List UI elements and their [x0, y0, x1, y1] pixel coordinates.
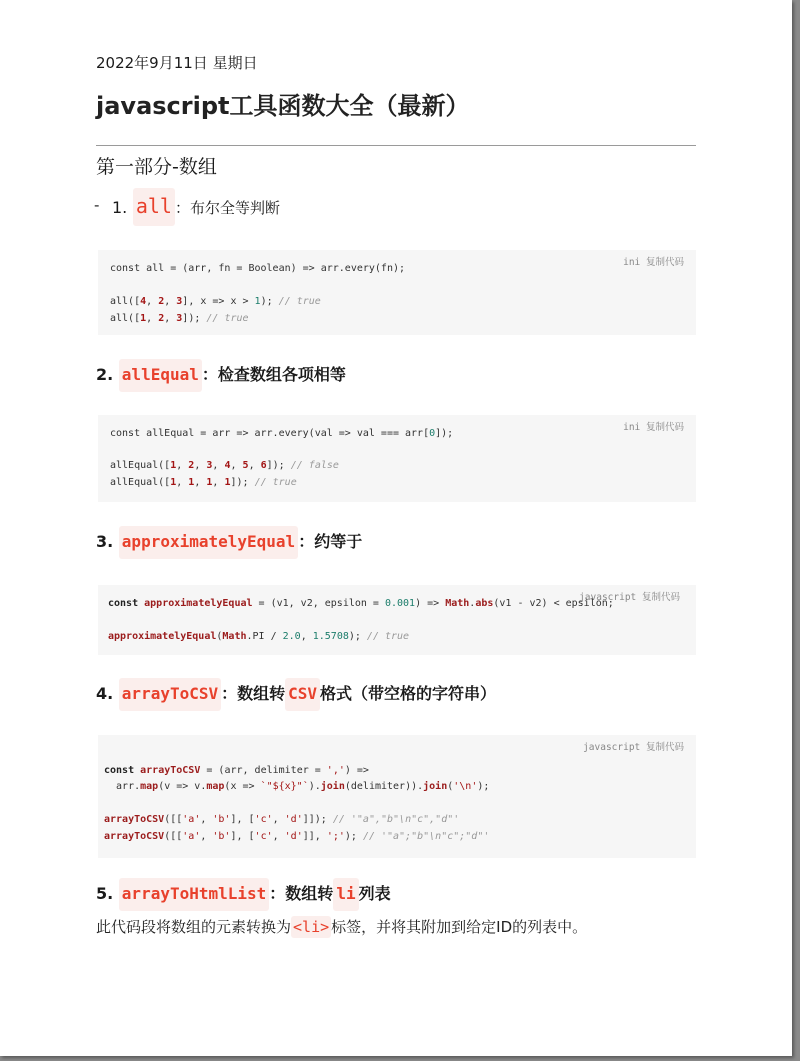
item-description: ：数组转: [269, 884, 334, 903]
article-title: javascript工具函数大全（最新）: [96, 92, 470, 120]
item-description: 格式（带空格的字符串）: [320, 684, 497, 703]
section-heading: 第一部分-数组: [96, 156, 217, 178]
paragraph-text: 此代码段将数组的元素转换为: [96, 918, 292, 936]
copy-code-button[interactable]: ini 复制代码: [623, 422, 684, 433]
item-number: 3.: [96, 532, 114, 551]
item-description: ：布尔全等判断: [174, 199, 280, 217]
inline-code: li: [333, 878, 358, 911]
item-description: ：约等于: [298, 532, 363, 551]
inline-code: approximatelyEqual: [119, 526, 298, 559]
item-number: 5.: [96, 884, 114, 903]
list-bullet: -: [94, 196, 100, 214]
item-heading-all: [112, 194, 280, 218]
code-line: approximatelyEqual(Math.PI / 2.0, 1.5708); // true: [108, 631, 410, 642]
title-divider: [96, 145, 696, 146]
inline-code: CSV: [285, 678, 320, 711]
article-date: 2022年9月11日 星期日: [96, 54, 258, 72]
code-block-all: [98, 250, 696, 335]
item-number: 4.: [96, 684, 114, 703]
code-line: arrayToCSV([['a', 'b'], ['c', 'd']]); // '"a","b"\n"c","d"': [104, 814, 460, 825]
item-heading-allEqual: [96, 362, 346, 385]
inline-code: <li>: [293, 918, 330, 936]
code-line: arrayToCSV([['a', 'b'], ['c', 'd']], ';'); // '"a";"b"\n"c";"d"': [104, 831, 490, 842]
copy-code-button[interactable]: javascript 复制代码: [583, 742, 684, 753]
copy-code-button[interactable]: javascript 复制代码: [579, 592, 680, 603]
item-heading-arrayToCSV: [96, 681, 496, 704]
item-number: 1.: [112, 198, 128, 217]
item-description: ：数组转: [221, 684, 286, 703]
item-description: 列表: [358, 884, 391, 903]
inline-code: arrayToCSV: [119, 678, 221, 711]
code-line: const allEqual = arr => arr.every(val => val === arr[0]);: [110, 428, 454, 439]
code-line: const arrayToCSV = (arr, delimiter = ',') =>: [104, 765, 369, 776]
code-block-approximatelyEqual: [98, 585, 696, 655]
item-description: ：检查数组各项相等: [201, 365, 346, 384]
paragraph-text: 标签，并将其附加到给定ID的列表中。: [331, 918, 588, 936]
code-line: allEqual([1, 1, 1, 1]); // true: [110, 477, 297, 488]
item-heading-approximatelyEqual: [96, 529, 362, 552]
code-line: const all = (arr, fn = Boolean) => arr.every(fn);: [110, 263, 406, 274]
code-line: all([4, 2, 3], x => x > 1); // true: [110, 296, 321, 307]
item-number: 2.: [96, 365, 114, 384]
inline-code: arrayToHtmlList: [119, 878, 270, 911]
inline-code: allEqual: [119, 359, 202, 392]
item-paragraph: [96, 916, 587, 937]
code-line: const approximatelyEqual = (v1, v2, epsilon = 0.001) => Math.abs(v1 - v2) < epsilon;: [108, 598, 614, 609]
copy-code-button[interactable]: ini 复制代码: [623, 257, 684, 268]
code-line: allEqual([1, 2, 3, 4, 5, 6]); // false: [110, 460, 339, 471]
item-heading-arrayToHtmlList: [96, 881, 391, 904]
code-line: arr.map(v => v.map(x => `"${x}"`).join(delimiter)).join('\n');: [104, 781, 490, 792]
code-block-arrayToCSV: [98, 735, 696, 858]
code-block-allEqual: [98, 415, 696, 502]
code-line: all([1, 2, 3]); // true: [110, 313, 249, 324]
inline-code: all: [133, 188, 175, 226]
